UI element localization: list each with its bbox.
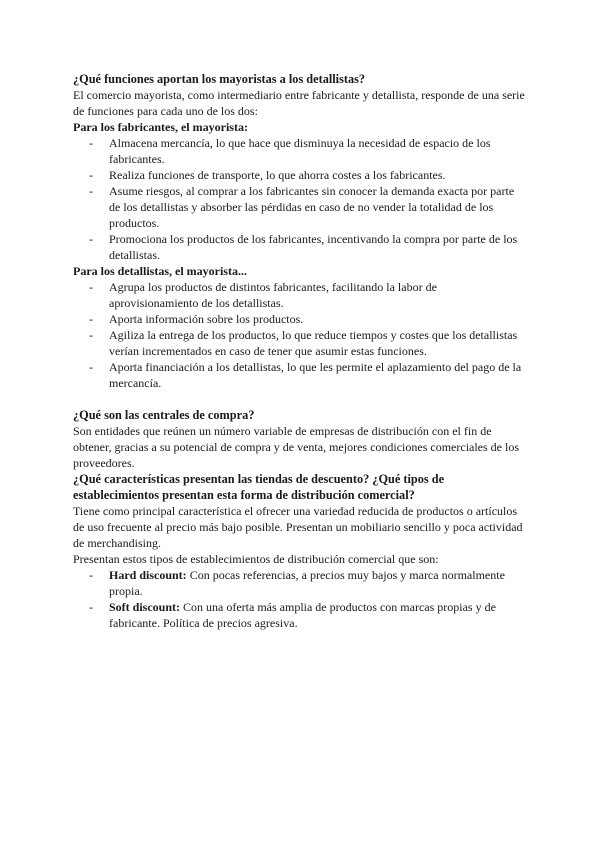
list-item-text: Aporta información sobre los productos.	[109, 312, 304, 326]
list-item	[73, 311, 528, 327]
section-3-title: ¿Qué características presentan las tiendas de descuento? ¿Qué tipos de establecimientos presentan esta forma de distribución comercial?	[73, 472, 445, 502]
list-item	[73, 327, 528, 359]
section-spacer	[73, 391, 528, 407]
list-item-text: Agrupa los productos de distintos fabricantes, facilitando la labor de aprovisionamiento de los detallistas.	[109, 280, 437, 310]
fabricantes-list	[73, 135, 528, 263]
dash-bullet: -	[89, 312, 93, 326]
dash-bullet: -	[89, 328, 93, 342]
list-item	[73, 599, 528, 631]
section-3-body: Tiene como principal característica el ofrecer una variedad reducida de productos o artículos de uso frecuente al precio más bajo posible. Presentan un mobiliario sencillo y poca actividad de merchandising.	[73, 504, 523, 550]
dash-bullet: -	[89, 168, 93, 182]
term-soft-discount: Soft discount:	[109, 600, 181, 614]
list-item	[73, 183, 528, 231]
list-item	[73, 231, 528, 263]
section-2-title: ¿Qué son las centrales de compra?	[73, 408, 255, 422]
list-item-text: Con pocas referencias, a precios muy bajos y marca normalmente propia.	[109, 568, 505, 598]
list-item	[73, 567, 528, 599]
list-item	[73, 135, 528, 167]
discount-types-list	[73, 567, 528, 631]
dash-bullet: -	[89, 232, 93, 246]
list-item	[73, 359, 528, 391]
detallistas-list	[73, 279, 528, 391]
list-item	[73, 279, 528, 311]
list-item-text: Aporta financiación a los detallistas, lo que les permite el aplazamiento del pago de la mercancía.	[109, 360, 522, 390]
section-2-body: Son entidades que reúnen un número variable de empresas de distribución con el fin de obtener, gracias a su potencial de compra y de venta, mejores condiciones comerciales de los proveedores.	[73, 424, 520, 470]
section-3-types-intro: Presentan estos tipos de establecimientos de distribución comercial que son:	[73, 552, 439, 566]
list-item-text: Agiliza la entrega de los productos, lo que reduce tiempos y costes que los detallistas verían incrementados en caso de tener que asumir estas funciones.	[109, 328, 518, 358]
dash-bullet: -	[89, 184, 93, 198]
term-hard-discount: Hard discount:	[109, 568, 187, 582]
list-item-text: Almacena mercancía, lo que hace que disminuya la necesidad de espacio de los fabricantes.	[109, 136, 491, 166]
dash-bullet: -	[89, 136, 93, 150]
fabricantes-heading: Para los fabricantes, el mayorista:	[73, 120, 248, 134]
list-item-text: Asume riesgos, al comprar a los fabricantes sin conocer la demanda exacta por parte de los detallistas y absorber las pérdidas en caso de no vender la totalidad de los productos.	[109, 184, 515, 230]
dash-bullet: -	[89, 360, 93, 374]
section-1-intro: El comercio mayorista, como intermediario entre fabricante y detallista, responde de una serie de funciones para cada uno de los dos:	[73, 88, 525, 118]
list-item-text: Promociona los productos de los fabricantes, incentivando la compra por parte de los detallistas.	[109, 232, 518, 262]
list-item-text: Con una oferta más amplia de productos con marcas propias y de fabricante. Política de precios agresiva.	[109, 600, 496, 630]
section-1-title: ¿Qué funciones aportan los mayoristas a los detallistas?	[73, 72, 366, 86]
dash-bullet: -	[89, 568, 93, 582]
dash-bullet: -	[89, 280, 93, 294]
list-item-text: Realiza funciones de transporte, lo que ahorra costes a los fabricantes.	[109, 168, 446, 182]
detallistas-heading: Para los detallistas, el mayorista...	[73, 264, 247, 278]
dash-bullet: -	[89, 600, 93, 614]
list-item	[73, 167, 528, 183]
document-page	[73, 71, 528, 631]
